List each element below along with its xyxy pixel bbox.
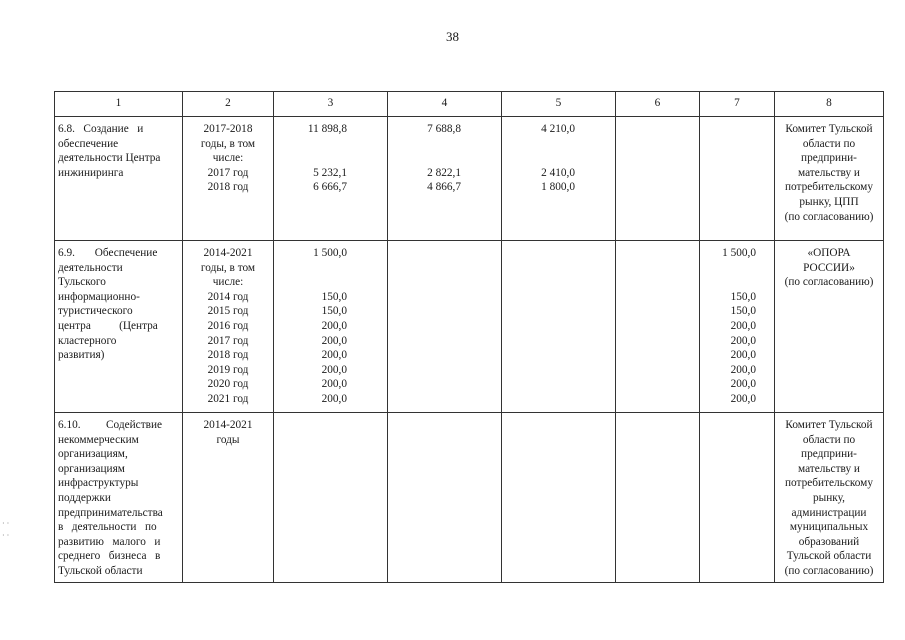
extrabudget-value — [700, 117, 775, 241]
executor-line: потребительскому — [785, 477, 873, 490]
total-value-line: 200,0 — [321, 334, 347, 347]
period — [183, 413, 274, 583]
regional-value — [502, 241, 616, 413]
measure-name-line: 6.9. Обеспечение — [58, 247, 158, 259]
period-line: 2014 год — [207, 290, 249, 303]
measure-name-line: Тульской области — [58, 564, 143, 577]
executor-line: области по — [802, 137, 856, 150]
executor-line: (по согласованию) — [784, 276, 874, 289]
regional-value — [502, 117, 616, 241]
total-value-line — [277, 275, 347, 290]
table-row — [55, 413, 884, 583]
extrabudget-value-line: 150,0 — [730, 290, 756, 303]
header-row — [55, 92, 884, 117]
period-line: годы, в том — [200, 137, 256, 150]
executor-line: рынку, — [813, 491, 845, 504]
measure-name-line: инжиниринга — [58, 166, 124, 179]
measure-name-line: 6.8. Создание и — [58, 123, 144, 135]
executor-line: предприни- — [801, 448, 857, 461]
measure-name-line: Тульского — [58, 276, 106, 289]
total-value-line: 11 898,8 — [307, 123, 347, 135]
period-line: 2017 год — [207, 334, 249, 347]
federal-value-line: 2 822,1 — [427, 166, 461, 179]
executor-line: (по согласованию) — [784, 564, 874, 577]
program-table — [54, 91, 884, 583]
col-header: 7 — [700, 92, 775, 117]
total-value-line: 5 232,1 — [313, 166, 347, 179]
federal-value-line — [391, 137, 461, 152]
period-line: 2015 год — [207, 305, 249, 318]
period-line: 2018 год — [207, 349, 249, 362]
regional-value-line: 4 210,0 — [541, 123, 575, 135]
col-header: 8 — [775, 92, 884, 117]
executor-line: мательству и — [798, 166, 860, 179]
federal-value — [388, 117, 502, 241]
extrabudget-value-line: 200,0 — [730, 334, 756, 347]
extrabudget-value-line — [703, 275, 756, 290]
total-value — [274, 117, 388, 241]
col-header: 1 — [55, 92, 183, 117]
measure-name-line: центра (Центра — [58, 319, 158, 332]
executor — [775, 241, 884, 413]
total-value-line: 1 500,0 — [313, 247, 347, 259]
measure-name — [55, 117, 183, 241]
period-line: 2016 год — [207, 319, 249, 332]
measure-name-line: поддержки — [58, 491, 111, 504]
total-value-line: 200,0 — [321, 378, 347, 391]
extrabudget-value-line: 1 500,0 — [722, 247, 756, 259]
col-header: 3 — [274, 92, 388, 117]
period — [183, 241, 274, 413]
period-line: 2018 год — [207, 181, 249, 194]
total-value-line: 6 666,7 — [313, 181, 347, 194]
measure-name-line: среднего бизнеса в — [58, 550, 161, 563]
total-value-line — [277, 261, 347, 276]
period-line: 2019 год — [207, 363, 249, 376]
executor-line: администрации — [791, 506, 867, 519]
measure-name-line: предпринимательства — [58, 506, 163, 519]
period-line: числе: — [212, 152, 244, 165]
table-row — [55, 241, 884, 413]
regional-value — [502, 413, 616, 583]
executor-line: предприни- — [801, 152, 857, 165]
municipal-value — [616, 117, 700, 241]
measure-name-line: информационно- — [58, 290, 140, 303]
executor-line: Тульской области — [786, 550, 872, 563]
measure-name-line: некоммерческим — [58, 433, 139, 446]
executor-line: образований — [798, 535, 860, 548]
measure-name-line: деятельности — [58, 261, 123, 274]
period-line: 2021 год — [207, 392, 249, 405]
col-header: 4 — [388, 92, 502, 117]
col-header: 5 — [502, 92, 616, 117]
executor-line: мательству и — [798, 462, 860, 475]
period-line: 2017-2018 — [203, 123, 253, 135]
period-line: 2020 год — [207, 378, 249, 391]
municipal-value — [616, 413, 700, 583]
extrabudget-value-line: 200,0 — [730, 319, 756, 332]
total-value-line: 150,0 — [321, 290, 347, 303]
extrabudget-value-line — [703, 261, 756, 276]
measure-name-line: организациям, — [58, 448, 128, 461]
measure-name-line: деятельности Центра — [58, 152, 161, 165]
table-row — [55, 117, 884, 241]
total-value — [274, 413, 388, 583]
period-line: годы, в том — [200, 261, 256, 274]
extrabudget-value-line: 200,0 — [730, 363, 756, 376]
federal-value — [388, 241, 502, 413]
municipal-value — [616, 241, 700, 413]
total-value-line: 200,0 — [321, 319, 347, 332]
extrabudget-value-line: 200,0 — [730, 378, 756, 391]
measure-name — [55, 241, 183, 413]
total-value-line: 150,0 — [321, 305, 347, 318]
regional-value-line: 2 410,0 — [541, 166, 575, 179]
extrabudget-value — [700, 241, 775, 413]
executor-line: (по согласованию) — [784, 210, 874, 223]
total-value-line: 200,0 — [321, 363, 347, 376]
total-value-line — [277, 151, 347, 166]
measure-name-line: туристического — [58, 305, 133, 318]
regional-value-line — [505, 137, 575, 152]
federal-value-line: 7 688,8 — [427, 123, 461, 135]
executor-line: области по — [802, 433, 856, 446]
total-value-line: 200,0 — [321, 349, 347, 362]
federal-value-line: 4 866,7 — [427, 181, 461, 194]
measure-name-line: обеспечение — [58, 137, 119, 150]
executor-line: «ОПОРА — [807, 247, 851, 259]
measure-name-line: организациям — [58, 462, 125, 475]
federal-value-line — [391, 151, 461, 166]
measure-name — [55, 413, 183, 583]
executor-line: Комитет Тульской — [785, 419, 873, 431]
period-line: числе: — [212, 276, 244, 289]
period-line: 2017 год — [207, 166, 249, 179]
federal-value — [388, 413, 502, 583]
period-line: 2014-2021 — [203, 419, 253, 431]
col-header: 6 — [616, 92, 700, 117]
executor — [775, 117, 884, 241]
executor-line: Комитет Тульской — [785, 123, 873, 135]
executor-line: муниципальных — [789, 521, 869, 534]
total-value-line — [277, 137, 347, 152]
period-line: годы — [216, 433, 240, 446]
regional-value-line: 1 800,0 — [541, 181, 575, 194]
page-number: 38 — [446, 29, 459, 44]
measure-name-line: развития) — [58, 349, 105, 362]
extrabudget-value-line: 150,0 — [730, 305, 756, 318]
executor-line: рынку, ЦПП — [799, 195, 859, 208]
total-value-line: 200,0 — [321, 392, 347, 405]
measure-name-line: в деятельности по — [58, 521, 157, 534]
total-value — [274, 241, 388, 413]
extrabudget-value-line: 200,0 — [730, 392, 756, 405]
margin-marks: · · · · — [2, 519, 10, 540]
executor — [775, 413, 884, 583]
measure-name-line: 6.10. Содействие — [58, 419, 163, 431]
executor-line: РОССИИ» — [803, 261, 855, 274]
measure-name-line: кластерного — [58, 334, 117, 347]
period-line: 2014-2021 — [203, 247, 253, 259]
regional-value-line — [505, 151, 575, 166]
measure-name-line: развитию малого и — [58, 535, 161, 548]
executor-line: потребительскому — [785, 181, 873, 194]
extrabudget-value — [700, 413, 775, 583]
period — [183, 117, 274, 241]
measure-name-line: инфраструктуры — [58, 477, 139, 490]
extrabudget-value-line: 200,0 — [730, 349, 756, 362]
col-header: 2 — [183, 92, 274, 117]
